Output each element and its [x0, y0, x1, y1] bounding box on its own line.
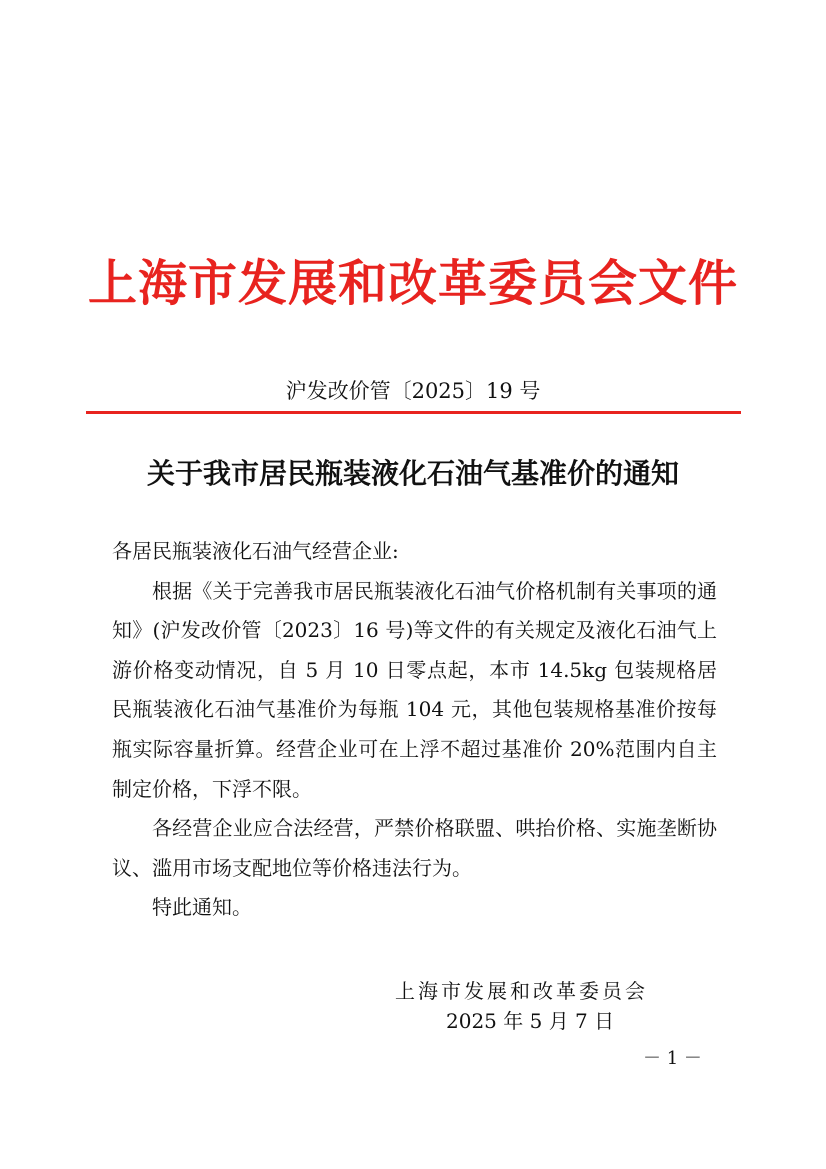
red-divider-line [86, 411, 741, 414]
closing-remark: 特此通知。 [152, 895, 252, 920]
salutation: 各居民瓶装液化石油气经营企业: [112, 539, 399, 563]
signing-organization: 上海市发展和改革委员会 [395, 979, 648, 1003]
body-paragraph: 根据《关于完善我市居民瓶装液化石油气价格机制有关事项的通知》(沪发改价管〔2023〕16 号)等文件的有关规定及液化石油气上游价格变动情况，自 5 月 10 日零点起，本市 14.5kg 包装规格居民瓶装液化石油气基准价为每瓶 104 元，其他包装规格基准价按每瓶实际容量折算。经营企业可在上浮不超过基准价 20%范围内自主制定价格，下浮不限。 [112, 578, 717, 801]
document-number: 沪发改价管〔2025〕19 号 [285, 379, 541, 403]
document-header-title: 上海市发展和改革委员会文件 [87, 254, 738, 312]
notice-title: 关于我市居民瓶装液化石油气基准价的通知 [146, 457, 679, 490]
page-number: － 1 － [643, 1048, 702, 1069]
notice-body [112, 532, 717, 928]
body-paragraph: 各经营企业应合法经营，严禁价格联盟、哄抬价格、实施垄断协议、滥用市场支配地位等价格违法行为。 [112, 816, 717, 880]
signing-date: 2025 年 5 月 7 日 [446, 1009, 615, 1033]
